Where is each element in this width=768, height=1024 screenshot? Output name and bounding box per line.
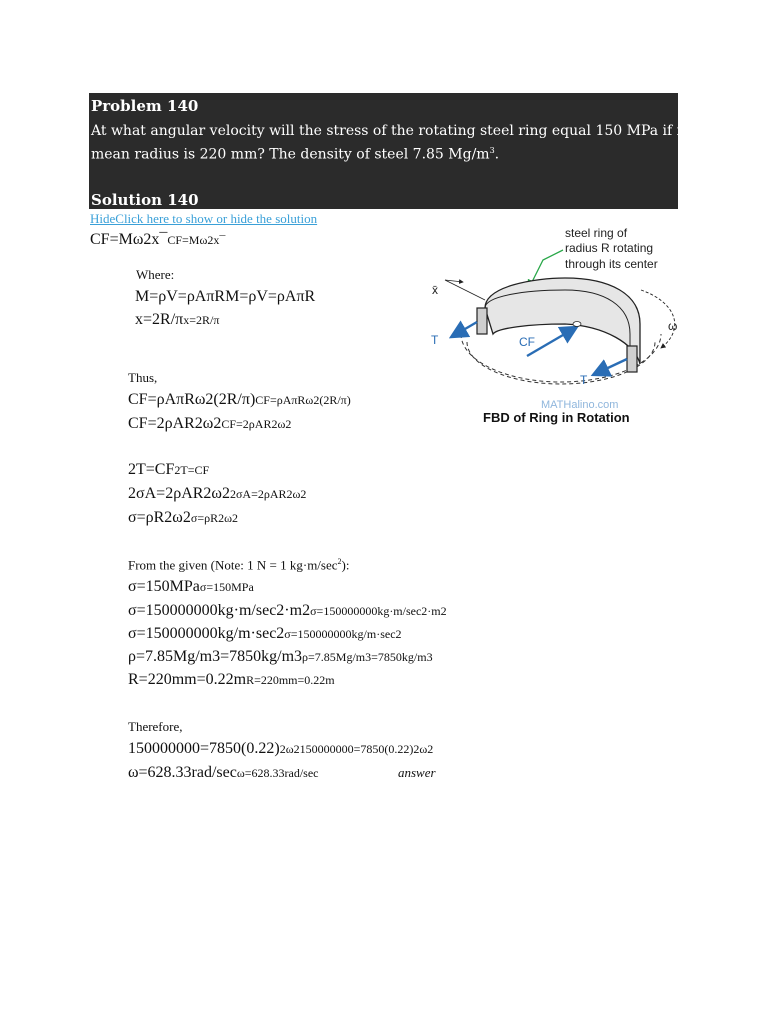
thus-label: Thus,	[128, 370, 158, 385]
given-equation-3	[128, 625, 402, 643]
given-label-main: From the given (Note: 1 N = 1 kg·m/sec	[128, 557, 338, 573]
centroid-marker	[573, 322, 581, 327]
toggle-solution-link[interactable]: HideClick here to show or hide the solution	[90, 211, 318, 226]
cf-equation-main: CF=Mω2x¯	[90, 231, 168, 248]
tension-left-arrow	[453, 322, 477, 336]
problem-text-line-2-end: .	[494, 146, 500, 163]
tension-equation-1-main: 2T=CF	[128, 461, 175, 478]
given-label	[128, 557, 349, 573]
therefore-equation-1	[128, 740, 433, 758]
where-label: Where:	[136, 267, 175, 282]
therefore-label: Therefore,	[128, 719, 183, 734]
centroid-equation-alt: x=2R/π	[183, 313, 220, 327]
problem-text-line-2	[91, 146, 499, 163]
thus-equation-1	[128, 391, 351, 409]
given-equation-1	[128, 578, 254, 596]
problem-banner	[89, 93, 694, 209]
tension-right-label: T	[580, 373, 588, 387]
steel-ring-label-3: through its center	[565, 257, 658, 271]
watermark: MATHalino.com	[541, 399, 619, 411]
stress-equation-alt: σ=ρR2ω2	[190, 511, 238, 525]
stress-equation	[128, 509, 238, 527]
problem-title: Problem 140	[91, 97, 199, 115]
tension-equation-2	[128, 485, 306, 503]
thus-equation-2-alt: CF=2ρAR2ω2	[221, 417, 292, 431]
tension-left-label: T	[431, 333, 439, 347]
given-equation-3-alt: σ=150000000kg/m·sec2	[284, 627, 402, 641]
answer-label: answer	[398, 765, 436, 780]
given-equation-5-main: R=220mm=0.22m	[128, 671, 247, 688]
therefore-equation-1-main: 150000000=7850(0.22)	[128, 740, 280, 757]
given-label-exponent: 2	[337, 557, 342, 566]
given-equation-2-alt: σ=150000000kg·m/sec2·m2	[310, 604, 447, 618]
answer-equation-alt: ω=628.33rad/sec	[236, 766, 319, 780]
problem-text-line-2-main: mean radius is 220 mm? The density of steel 7.85 Mg/m	[91, 146, 490, 163]
given-equation-1-alt: σ=150MPa	[199, 580, 254, 594]
xbar-extension-1	[445, 280, 485, 300]
given-equation-1-main: σ=150MPa	[128, 578, 200, 595]
cf-equation	[90, 231, 225, 249]
given-equation-5-alt: R=220mm=0.22m	[246, 673, 335, 687]
problem-text-line-1: At what angular velocity will the stress of the rotating steel ring equal 150 MPa if its	[91, 123, 694, 139]
stress-equation-main: σ=ρR2ω2	[128, 509, 191, 526]
right-cut-face	[627, 346, 637, 372]
tension-right-arrow	[595, 359, 627, 374]
tension-equation-1	[128, 461, 209, 479]
xbar-label: x̄	[432, 283, 438, 297]
density-unit-exponent: 3	[489, 146, 495, 155]
given-equation-2-main: σ=150000000kg·m/sec2·m2	[128, 602, 311, 619]
figure-caption: FBD of Ring in Rotation	[483, 410, 630, 425]
answer-equation-main: ω=628.33rad/sec	[128, 764, 237, 781]
cf-equation-alt: CF=Mω2x¯	[167, 233, 226, 247]
tension-equation-1-alt: 2T=CF	[174, 463, 210, 477]
thus-equation-2-main: CF=2ρAR2ω2	[128, 415, 222, 432]
thus-equation-1-main: CF=ρAπRω2(2R/π)	[128, 391, 256, 408]
centroid-equation-main: x=2R/π	[135, 311, 184, 328]
given-equation-2	[128, 602, 447, 620]
given-equation-3-main: σ=150000000kg/m·sec2	[128, 625, 285, 642]
thus-equation-2	[128, 415, 291, 433]
tension-equation-2-alt: 2σA=2ρAR2ω2	[229, 487, 307, 501]
answer-equation	[128, 764, 319, 782]
half-ring-band	[485, 278, 640, 364]
omega-label: ω	[668, 319, 678, 333]
given-equation-4-main: ρ=7.85Mg/m3=7850kg/m3	[128, 648, 303, 665]
tension-equation-2-main: 2σA=2ρAR2ω2	[128, 485, 230, 502]
centroid-equation	[135, 311, 219, 329]
ring-fbd-figure	[415, 216, 685, 431]
steel-ring-label-1: steel ring of	[565, 226, 628, 240]
thus-equation-1-alt: CF=ρAπRω2(2R/π)	[255, 393, 351, 407]
given-equation-4	[128, 648, 433, 666]
given-equation-5	[128, 671, 335, 689]
left-cut-face	[477, 308, 487, 334]
solution-title: Solution 140	[91, 191, 199, 209]
steel-ring-label-2: radius R rotating	[565, 241, 654, 255]
given-label-end: ):	[341, 557, 350, 573]
mass-equation: M=ρV=ρAπRM=ρV=ρAπR	[135, 288, 316, 305]
therefore-equation-1-alt: 2ω2150000000=7850(0.22)2ω2	[279, 742, 434, 756]
given-equation-4-alt: ρ=7.85Mg/m3=7850kg/m3	[302, 650, 433, 664]
cf-label: CF	[519, 335, 535, 349]
